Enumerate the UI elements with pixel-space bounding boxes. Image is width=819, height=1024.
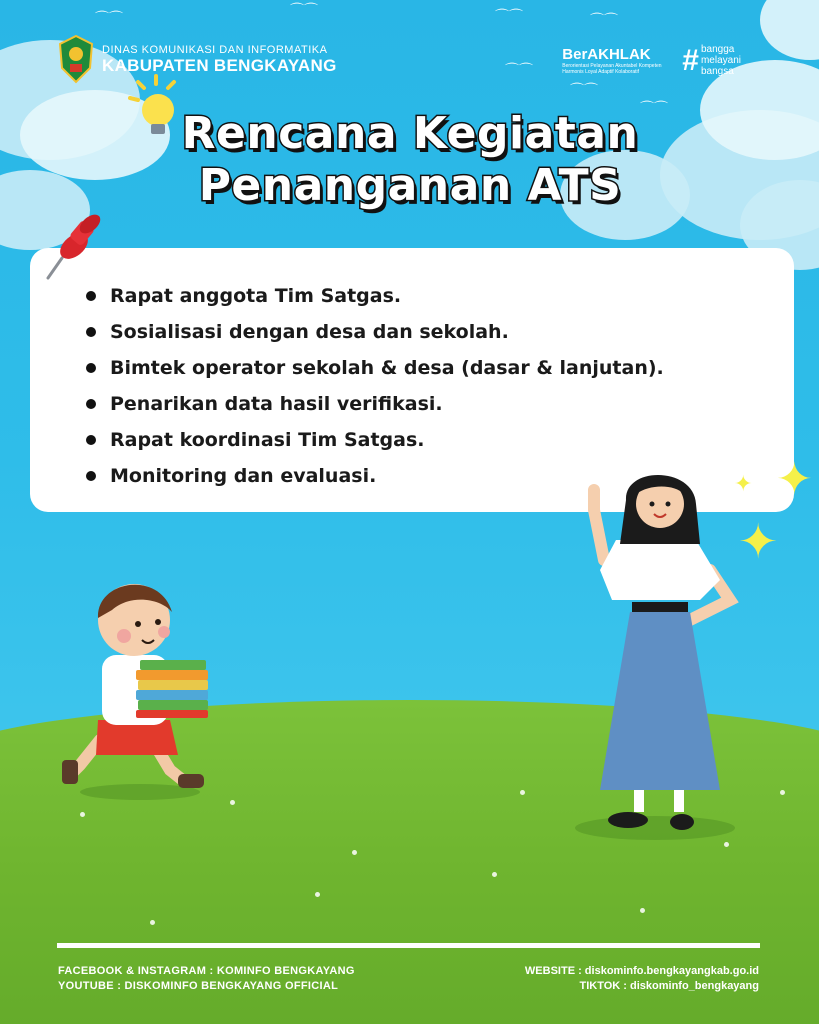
- bird-icon: ⌒⌒: [95, 11, 123, 27]
- hashtag-icon: #: [682, 43, 699, 77]
- flower: [315, 892, 320, 897]
- girl-pointing-illustration: [570, 460, 753, 850]
- sparkle-icon: ✦: [738, 514, 779, 570]
- bangga-word: bangsa: [700, 66, 734, 77]
- push-pin-icon: [44, 212, 108, 282]
- berakhlak-logo: [562, 46, 672, 75]
- footer-youtube: YOUTUBE : DISKOMINFO BENGKAYANG OFFICIAL: [58, 980, 339, 992]
- flower: [640, 908, 645, 913]
- cloud: [760, 0, 819, 60]
- footer-website: WEBSITE : diskominfo.bengkayangkab.go.id: [524, 965, 759, 977]
- bangga-melayani-logo: [682, 44, 741, 77]
- berakhlak-title: BerAKHLAK: [562, 46, 651, 63]
- sparkle-icon: ✦: [776, 454, 813, 505]
- header-org: [58, 34, 337, 86]
- list-item: Monitoring dan evaluasi.: [110, 458, 794, 494]
- sparkle-icon: ✦: [734, 472, 753, 497]
- list-item: Sosialisasi dengan desa dan sekolah.: [110, 314, 794, 350]
- flower: [520, 790, 525, 795]
- title-line2: Penanganan ATS: [198, 160, 622, 211]
- org-name-line1: DINAS KOMUNIKASI DAN INFORMATIKA: [102, 44, 328, 56]
- activity-list: [30, 248, 794, 497]
- bangga-word: bangga: [700, 44, 735, 55]
- flower: [150, 920, 155, 925]
- bangga-word: melayani: [700, 55, 741, 66]
- footer-social: [58, 964, 355, 994]
- berakhlak-tagline: Berorientasi Pelayanan Akuntabel Kompeten Harmonis Loyal Adaptif Kolaboratif: [562, 63, 662, 75]
- header-logos: [562, 44, 741, 77]
- flower: [780, 790, 785, 795]
- flower: [80, 812, 85, 817]
- footer-divider: [57, 943, 760, 948]
- org-name-line2: KABUPATEN BENGKAYANG: [102, 56, 337, 75]
- flower: [492, 872, 497, 877]
- page-title: [150, 108, 670, 212]
- title-line1: Rencana Kegiatan: [181, 108, 639, 159]
- boy-carrying-books-illustration: [60, 560, 220, 800]
- flower: [352, 850, 357, 855]
- regency-logo-icon: [58, 34, 94, 86]
- bird-icon: ⌒⌒: [495, 9, 523, 25]
- bird-icon: ⌒⌒: [505, 63, 533, 79]
- list-item: Rapat koordinasi Tim Satgas.: [110, 422, 794, 458]
- bird-icon: ⌒⌒: [640, 101, 668, 117]
- flower: [230, 800, 235, 805]
- bird-icon: ⌒⌒: [590, 13, 618, 29]
- list-item: Rapat anggota Tim Satgas.: [110, 278, 794, 314]
- footer-facebook-instagram: FACEBOOK & INSTAGRAM : KOMINFO BENGKAYANG: [58, 965, 355, 977]
- footer-contact: [525, 964, 759, 994]
- list-item: Bimtek operator sekolah & desa (dasar & lanjutan).: [110, 350, 794, 386]
- bird-icon: ⌒⌒: [570, 83, 598, 99]
- bird-icon: ⌒⌒: [290, 3, 318, 19]
- footer-tiktok: TIKTOK : diskominfo_bengkayang: [579, 980, 759, 992]
- list-item: Penarikan data hasil verifikasi.: [110, 386, 794, 422]
